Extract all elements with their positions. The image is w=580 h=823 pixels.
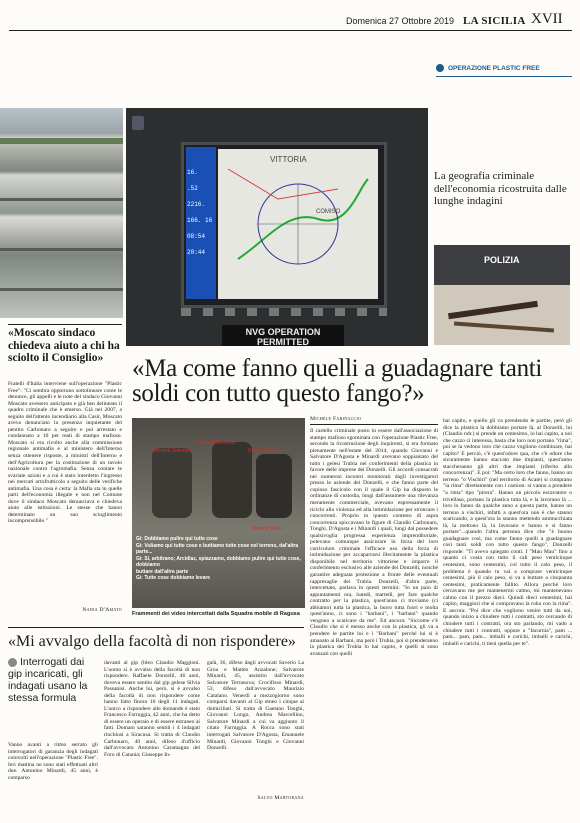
bottom-deck bbox=[8, 656, 98, 704]
bottom-rule bbox=[8, 627, 304, 628]
bottom-article-col3: galà, 36, difeso dagli avvocati Saverio La Grua e Matteo Anzalone; Salvatore Minardi, 45, assistito dall'avvocato Salvatore Terranova; Crocifisso Minardi, 53, difeso dall'avvocato Maurizio Catalano. Venerdì a mezzogiorno sono comparsi davanti al Gip etneo i cinque ai domiciliari. Si tratta di Gaetano Tonghi, Giovanni Longo, Andrea Marcellino, Salvatore Minardi a cui va aggiunto il citato Farruggia. A Rocca sono stati interrogati Salvatore D'Agosta, Emanuele Minardi, Giovanni Tonghi e Giovanni Donzelli. bbox=[207, 660, 304, 752]
person-label: Donzelli Claudio bbox=[248, 448, 285, 454]
readout: 2216. bbox=[187, 201, 206, 208]
byline-rule bbox=[310, 424, 438, 425]
bottom-deck-text: Interrogati dai gip incaricati, gli indagati usano la stessa formula bbox=[8, 656, 88, 704]
seized-item bbox=[454, 322, 554, 333]
nvg-label: NVG OPERATION PERMITTED bbox=[222, 325, 344, 346]
map-lines bbox=[218, 149, 378, 299]
section-tag: OPERAZIONE PLASTIC FREE bbox=[448, 65, 540, 72]
person-label: Minardi Carlo bbox=[252, 526, 282, 532]
bottom-headline: «Mi avvalgo della facoltà di non rispondere» bbox=[8, 633, 296, 650]
bottom-article-col1: Vanno avanti a ritmo serrato gli interrogatori di garanzia degli indagati coinvolti nell'operazione "Plastic Free". Ieri mattina ne sono stati effettuati altri due. Antonino Minardi, 45 anni, è comparso bbox=[8, 742, 98, 781]
newspaper-name: LA SICILIA bbox=[463, 15, 526, 27]
map-label-comiso: COMISO bbox=[316, 209, 341, 215]
section-tag-rule bbox=[436, 76, 572, 77]
main-headline: «Ma come fanno quelli a guadagnare tanti soldi con tutto questo fango?» bbox=[132, 355, 543, 407]
map-display bbox=[218, 149, 378, 299]
bottom-article-col2: davanti al gip (bleo Claudio Maggioni. L'uomo si è avvalso della facoltà di non rispondere. Raffaele Donzelli, 46 anni, doveva essere sentito dal gip gelese Silvia Passanisi. Anche lui, però, si è avvalso della facoltà di non rispondere come hanno fatto finora 10 degli 11 indagati. L'unico a rispondere alle domande è stato Francesco Farruggia, 42 anni, che ha detto di essere un operaio e di essere estraneo ai fatti. Domani saranno sentiti i 4 indagati rinchiusi a Siracusa. Si tratta di Claudio Carbonaro, 40 anni, difeso d'ufficio dall'avvocato Antonino Caramagna del Foro di Catania; Giuseppe In- bbox=[104, 660, 200, 758]
header-rule bbox=[9, 30, 572, 31]
person-label: Minardi Giovanni bbox=[198, 440, 236, 446]
person-silhouette bbox=[212, 442, 252, 518]
map-label-vittoria: VITTORIA bbox=[270, 155, 307, 164]
readout: .52 bbox=[187, 185, 198, 192]
section-tag-icon bbox=[436, 64, 444, 72]
police-crest-icon bbox=[132, 116, 144, 130]
readout: 16. bbox=[187, 169, 198, 176]
sidebar-deck: La geografia criminale dell'economia ricostruita dalle lunghe indagini bbox=[434, 170, 567, 207]
readout: 08:54 bbox=[187, 233, 206, 240]
main-article-col2: hai capito, e quello gli va prendendo le partite, però gli dice la plastica la dobbiamo portare là, al Donzelli, lui (Claudio ndr.) si prende un centesimo, lo hai capito, a noi che cazzo ci interessa, basta che loro non portano "rima", poi se la vedono loro che cazzo vogliono combinare, hai capito? E perciò, c'è quest'odore qua, che c'è odore che sicuramente hanno staccato due impianti, quest'anno staccheranno gli altri due impianti (riferito allo concorrenza)". E poi: "Ma certo loro che fanno, hanno un terreno "o Vischiri" (nel territorio di Acate) si comprano "la rima" direttamente con i camion: si vanno a prendere "a rima" tipo "pirera". Hanno un piccolo escavatore o trivellaso, portano la plastica tutta là, e la lavorano là ... loro lo fanno da qualche anno a questa parte, hanno un terreno a vischiri, infatti a quest'ora non è che stanno scaricando, a quest'ora la stanno mettendo ammucchiata là, la mettono là, la lavorano e hanno e si fanno portare"...quando l'altra persona dice che "è buono guadagnare così, ma come fanno quelli a guadagnare così tanti soldi con tutto questo fango", Donzelli risponde: "Ti avevo spiegato conti. I "Mau Mau" fino a quanto ci costa con tutto il cali peso venticinque centesimi, sono centesimi, col tutto il calo peso, il problema è quando tu vai a comprare venticinque centesimi, più il calo peso, si va a buttare a cinquanta centesimi, praticamente fallito. Allora perché loro cercavano me per mantenermi calmo, mi mantenevano calmo con il prezzo dieci. Quindi dieci centesimi, hai capito, maggiori che si compravano la roba con la rima". E ancora: "Poi dice che vogliono venire tutti da noi, quando inizio a chiudere tutti i contratti, sto cercando di chiudere tutti i contratti, ora sto parlando, mi vado a chiudere tutti i contratti, oppure a "facurnia", pam ... pam... pam, pam... imballi e carichi, imballi e carichi, imballi e carichi, ti tieni quella per te". bbox=[443, 418, 572, 647]
sidebar-rule bbox=[8, 324, 122, 325]
readout: 166. 16 bbox=[187, 217, 213, 224]
seized-evidence-photo bbox=[434, 245, 570, 345]
issue-date: Domenica 27 Ottobre 2019 bbox=[346, 16, 455, 26]
person-label: Minardi Salvatore bbox=[154, 448, 193, 454]
nav-screen bbox=[181, 142, 387, 308]
bottom-byline: Salvo Martorana bbox=[257, 795, 304, 801]
screen-readouts bbox=[187, 165, 215, 261]
screen-buttons bbox=[181, 308, 387, 316]
seized-item bbox=[448, 301, 538, 319]
intercepted-video-still bbox=[132, 418, 305, 608]
sidebar-byline: Nadia D'Amato bbox=[82, 607, 122, 613]
bullet-icon bbox=[8, 658, 17, 667]
video-subtitles bbox=[136, 536, 301, 582]
photo-caption: Frammenti dei video intercettati dalla Squadra mobile di Ragusa bbox=[132, 611, 300, 617]
subtitle-line: Gi: Si, arbitrano; Arcidiaz, spiazzamo, dobbiamo pulire qui tutte cose, dobbiamo bbox=[136, 555, 301, 568]
subtitle-line: Gi: Dobbiamo pulire qui tutte cose bbox=[136, 536, 218, 542]
aerial-greenhouses-photo bbox=[0, 108, 123, 318]
person-silhouette bbox=[152, 448, 192, 518]
main-byline: Michele Farinaccio bbox=[310, 416, 362, 422]
police-car-label: POLIZIA bbox=[484, 255, 520, 265]
readout: 20:44 bbox=[187, 249, 206, 256]
subtitle-line: buttare dall'altra parte bbox=[136, 568, 189, 575]
main-article-col1: Il cartello criminale posto in essere dall'associazione di stampo mafioso sgominata con l'operazione Plastic Free, secondo la ricostruzione degli inquirenti, si era formato pienamente nell'estate del 2014, quando Giovanni e Salvatore D'Agosta e Minardi avevano soppiantato del tutto i gelesi Trubia nel conferimenti della plastica in favore delle imprese dei Donzelli. Gli accordi consacrati nei numerosi incontri monitorati dagli investigatori presso le aziende dei Donzelli, e che fanno parte del copioso fascicolo con il quale il Gip ha disposto le ordinanze di custodia, lungi dall'assumere una rilevanza meramente commerciale, avevano espressamente il riciclo alla violenza ed alla intimidazione per stroncare i concorrenti. Proprio in questo contesto di aspra concorrenza spiccavano le figure di Claudio Carbonaro, Tonghi, D'Agosta e i Minardi i quali, lungi dal possedere qualsivoglia progressa esperienza imprenditoriale, potevano comunque assicurare in forza del loro curriculum criminale l'efficace uso della forza di intimidazione per accaparrarsi illecitamente la plastica disponibile nel territorio vittoriese e imporre il conferimento esclusivo alle aziende dei Donzelli, nonché garantire adeguata protezione a fronte delle eventuali rappresaglie dei Trubia. Donzelli, d'altra parte, intercettato, parlava in questi termini: "Io un paio di appuntamenti ora, lunedì, martedì, per fare qualche contratto per la plastica, quest'anno ci troviamo (ci abbiamo) tutta la plastica, la burro tutta fuori e molta quest'anno, ci sono i "barbani", i "barbani" quando vengono a scaricare da me". Ed ancora: "Siccome c'è Claudio che si è messo anche con la plastica, gli va a prendere le partite lui e i "Barbani" perché lui si è amanato ai Barbani, ma però i Trubia, poi si prenderanno la plastica dei Trubia lo hai capito, e quelli si sono avanzati con quelli bbox=[310, 428, 438, 657]
sidebar-body: Fratelli d'Italia interviene sull'operazione "Plastic Free": "Ci sembra opportuno sottolineare come le denunce, gli appelli e le note del sindaco Giovanni Moscato avessero anticipato e già ben delineato il quadro criminale che è emerso. Già nel 2007, a seguito dell'attento incendiario alla Casir, Moscato aveva denunciato la presenza inquietante del pentito Carbonaro a seguire e poi arrestato e condannato a 10 per reati di stampo mafioso. Moscato si era rivolto anche alla commissione regionale antimafia e al ministero dell'Interno senza ottenere risposte, a ministri dell'Interno e dell'Agricoltura per la costituzione di un tavolo nazionale contro l'agromafia. Senza contare le svariate azioni e a cui è stato interdetto l'ingresso nei mercati ortofrutticolo a seguito delle verifiche antimafia. Una cosa è certa: la Mafia sta in quelle parti dell'economia illegale e non nel Comune dove il sindaco Moscato denunciava e chiedeva aiuto alle istituzioni. Le stesse che hanno determinato un suo scioglimento incomprensibile." bbox=[8, 381, 122, 525]
helicopter-display-photo bbox=[126, 108, 428, 346]
page-number: XVII bbox=[531, 11, 563, 27]
sidebar-headline: «Moscato sindaco chiedeva aiuto a chi ha sciolto il Consiglio» bbox=[8, 327, 120, 364]
subtitle-line: Gi: Vuliamo qui tutte cose e buttiamo tutte cose nel terreno, dal'altra parte... bbox=[136, 542, 299, 555]
police-car-band bbox=[434, 245, 570, 285]
person-silhouette bbox=[256, 454, 292, 518]
subtitle-line: Gi: Tutte cose dobbiamo levare bbox=[136, 575, 211, 581]
